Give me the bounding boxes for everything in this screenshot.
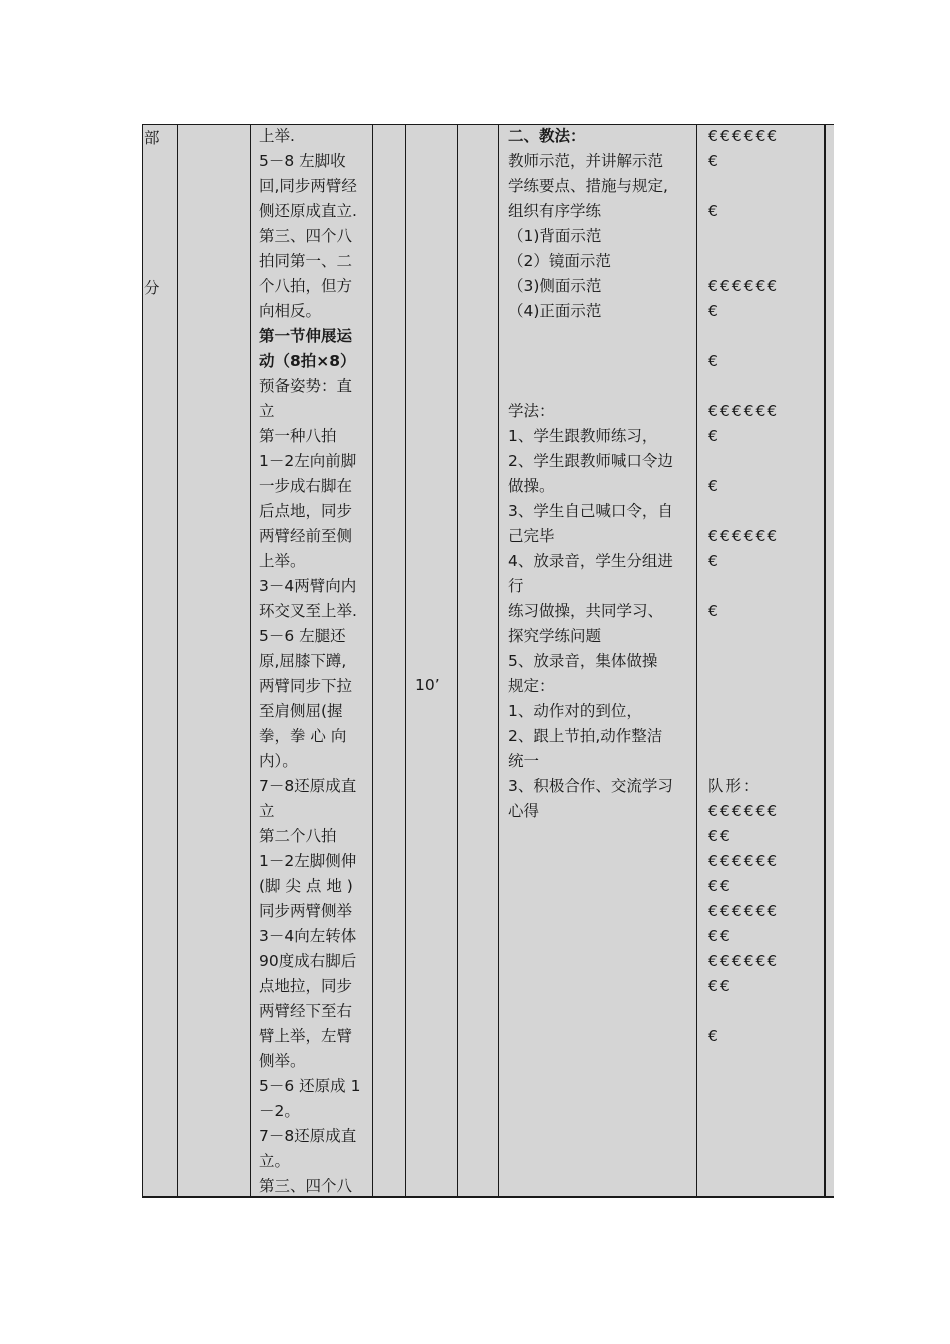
formation-line bbox=[708, 724, 818, 749]
content-line: 第二个八拍 bbox=[259, 827, 337, 845]
formation-line: €€€€€€ bbox=[708, 127, 780, 145]
content-line: 5－6 还原成 1 bbox=[259, 1077, 361, 1095]
method-line: 1、动作对的到位， bbox=[508, 702, 642, 720]
formation-line bbox=[708, 749, 818, 774]
method-line: 2、跟上节拍,动作整洁 bbox=[508, 727, 663, 745]
formation-cell bbox=[708, 124, 818, 1049]
content-line: －2。 bbox=[259, 1102, 300, 1120]
formation-line bbox=[708, 674, 818, 699]
formation-line: €€€€€€ bbox=[708, 952, 780, 970]
formation-line bbox=[708, 624, 818, 649]
content-line: 个八拍，但方 bbox=[259, 277, 353, 295]
content-line: 立。 bbox=[259, 1152, 291, 1170]
formation-line: € bbox=[708, 202, 720, 220]
formation-line bbox=[708, 374, 818, 399]
formation-line bbox=[708, 574, 818, 599]
content-line: 环交叉至上举. bbox=[259, 602, 357, 620]
method-line: 4、放录音，学生分组进 bbox=[508, 552, 673, 570]
content-line: 原,屈膝下蹲, bbox=[259, 652, 347, 670]
method-line: 1、学生跟教师练习， bbox=[508, 427, 658, 445]
method-line: 探究学练问题 bbox=[508, 627, 602, 645]
method-line: 统一 bbox=[508, 752, 540, 770]
method-line: 规定： bbox=[508, 677, 555, 695]
content-line: 内）。 bbox=[259, 752, 298, 770]
content-line: 至肩侧屈(握 bbox=[259, 702, 343, 720]
formation-line: € bbox=[708, 352, 720, 370]
content-line: 立 bbox=[259, 802, 275, 820]
formation-line bbox=[708, 249, 818, 274]
content-line: 1－2左向前脚 bbox=[259, 452, 357, 470]
section-label-top: 部 bbox=[144, 129, 160, 147]
formation-line: €€€€€€ bbox=[708, 402, 780, 420]
exercise-content-cell bbox=[259, 124, 365, 1199]
content-line: 3－4向左转体 bbox=[259, 927, 357, 945]
content-line: 第一种八拍 bbox=[259, 427, 337, 445]
content-line: 两臂经下至右 bbox=[259, 1002, 353, 1020]
method-line: （1)背面示范 bbox=[508, 227, 602, 245]
content-line: (脚 尖 点 地 ) bbox=[259, 877, 353, 895]
method-line: 3、学生自己喊口令，自 bbox=[508, 502, 673, 520]
content-line: 上举。 bbox=[259, 552, 306, 570]
table-bottom-border bbox=[142, 1196, 834, 1198]
method-line: 练习做操，共同学习、 bbox=[508, 602, 664, 620]
formation-line: € bbox=[708, 302, 720, 320]
content-line: 臂上举，左臂 bbox=[259, 1027, 353, 1045]
content-line: 预备姿势：直 bbox=[259, 377, 353, 395]
content-line: 动（8拍×8） bbox=[259, 352, 356, 370]
content-line: 5－8 左脚收 bbox=[259, 152, 346, 170]
column-divider bbox=[696, 124, 697, 1198]
method-line: 二、教法： bbox=[508, 127, 586, 145]
content-line: 后点地，同步 bbox=[259, 502, 353, 520]
formation-line: €€ bbox=[708, 877, 732, 895]
formation-line: €€€€€€ bbox=[708, 902, 780, 920]
content-line: 向相反。 bbox=[259, 302, 322, 320]
method-line: 2、学生跟教师喊口令边 bbox=[508, 452, 673, 470]
formation-line: € bbox=[708, 427, 720, 445]
content-line: 两臂经前至侧 bbox=[259, 527, 353, 545]
content-line: 侧举。 bbox=[259, 1052, 306, 1070]
formation-line: €€€€€€ bbox=[708, 277, 780, 295]
method-line: 己完毕 bbox=[508, 527, 555, 545]
formation-line: €€€€€€ bbox=[708, 852, 780, 870]
formation-line: €€ bbox=[708, 977, 732, 995]
method-line: 3、积极合作、交流学习 bbox=[508, 777, 673, 795]
content-line: 90度成右脚后 bbox=[259, 952, 357, 970]
formation-line bbox=[708, 324, 818, 349]
content-line: 第三、四个八 bbox=[259, 1177, 353, 1195]
method-line bbox=[508, 324, 690, 349]
column-divider bbox=[250, 124, 251, 1198]
method-line: 学练要点、措施与规定, bbox=[508, 177, 668, 195]
formation-line bbox=[708, 699, 818, 724]
method-line: （3)侧面示范 bbox=[508, 277, 602, 295]
teaching-method-cell bbox=[508, 124, 690, 824]
column-divider bbox=[824, 124, 826, 1198]
content-line: 7－8还原成直 bbox=[259, 1127, 357, 1145]
content-line: 同步两臂侧举 bbox=[259, 902, 353, 920]
content-line: 第一节伸展运 bbox=[259, 327, 353, 345]
content-line: 侧还原成直立. bbox=[259, 202, 357, 220]
formation-line: € bbox=[708, 602, 720, 620]
formation-line bbox=[708, 174, 818, 199]
method-line: 5、放录音，集体做操 bbox=[508, 652, 658, 670]
formation-line bbox=[708, 449, 818, 474]
lesson-plan-table bbox=[142, 124, 834, 1198]
content-line: 回,同步两臂经 bbox=[259, 177, 357, 195]
column-divider bbox=[457, 124, 458, 1198]
method-line: （4)正面示范 bbox=[508, 302, 602, 320]
column-divider bbox=[177, 124, 178, 1198]
formation-line: €€ bbox=[708, 827, 732, 845]
formation-line bbox=[708, 649, 818, 674]
formation-line: € bbox=[708, 477, 720, 495]
content-line: 5－6 左腿还 bbox=[259, 627, 346, 645]
formation-line: €€ bbox=[708, 927, 732, 945]
method-line: 教师示范，并讲解示范 bbox=[508, 152, 664, 170]
column-divider bbox=[372, 124, 373, 1198]
method-line: 行 bbox=[508, 577, 524, 595]
formation-line bbox=[708, 224, 818, 249]
formation-line: € bbox=[708, 1027, 720, 1045]
method-line: 做操。 bbox=[508, 477, 555, 495]
formation-line: €€€€€€ bbox=[708, 802, 780, 820]
method-line bbox=[508, 349, 690, 374]
column-divider bbox=[405, 124, 406, 1198]
column-divider bbox=[142, 124, 143, 1198]
formation-line: 队形： bbox=[708, 777, 761, 795]
formation-line: € bbox=[708, 152, 720, 170]
formation-line: € bbox=[708, 552, 720, 570]
content-line: 第三、四个八 bbox=[259, 227, 353, 245]
content-line: 两臂同步下拉 bbox=[259, 677, 353, 695]
content-line: 3－4两臂向内 bbox=[259, 577, 357, 595]
content-line: 点地拉，同步 bbox=[259, 977, 353, 995]
column-divider bbox=[498, 124, 499, 1198]
content-line: 立 bbox=[259, 402, 275, 420]
formation-line: €€€€€€ bbox=[708, 527, 780, 545]
section-label-bottom: 分 bbox=[144, 279, 160, 297]
content-line: 拳，拳 心 向 bbox=[259, 727, 347, 745]
content-line: 7－8还原成直 bbox=[259, 777, 357, 795]
method-line bbox=[508, 374, 690, 399]
formation-line bbox=[708, 499, 818, 524]
content-line: 一步成右脚在 bbox=[259, 477, 353, 495]
content-line: 拍同第一、二 bbox=[259, 252, 353, 270]
time-value: 10’ bbox=[415, 676, 440, 694]
formation-line bbox=[708, 999, 818, 1024]
method-line: 学法： bbox=[508, 402, 555, 420]
content-line: 1－2左脚侧伸 bbox=[259, 852, 357, 870]
method-line: 心得 bbox=[508, 802, 540, 820]
method-line: （2）镜面示范 bbox=[508, 252, 611, 270]
method-line: 组织有序学练 bbox=[508, 202, 602, 220]
content-line: 上举. bbox=[259, 127, 295, 145]
